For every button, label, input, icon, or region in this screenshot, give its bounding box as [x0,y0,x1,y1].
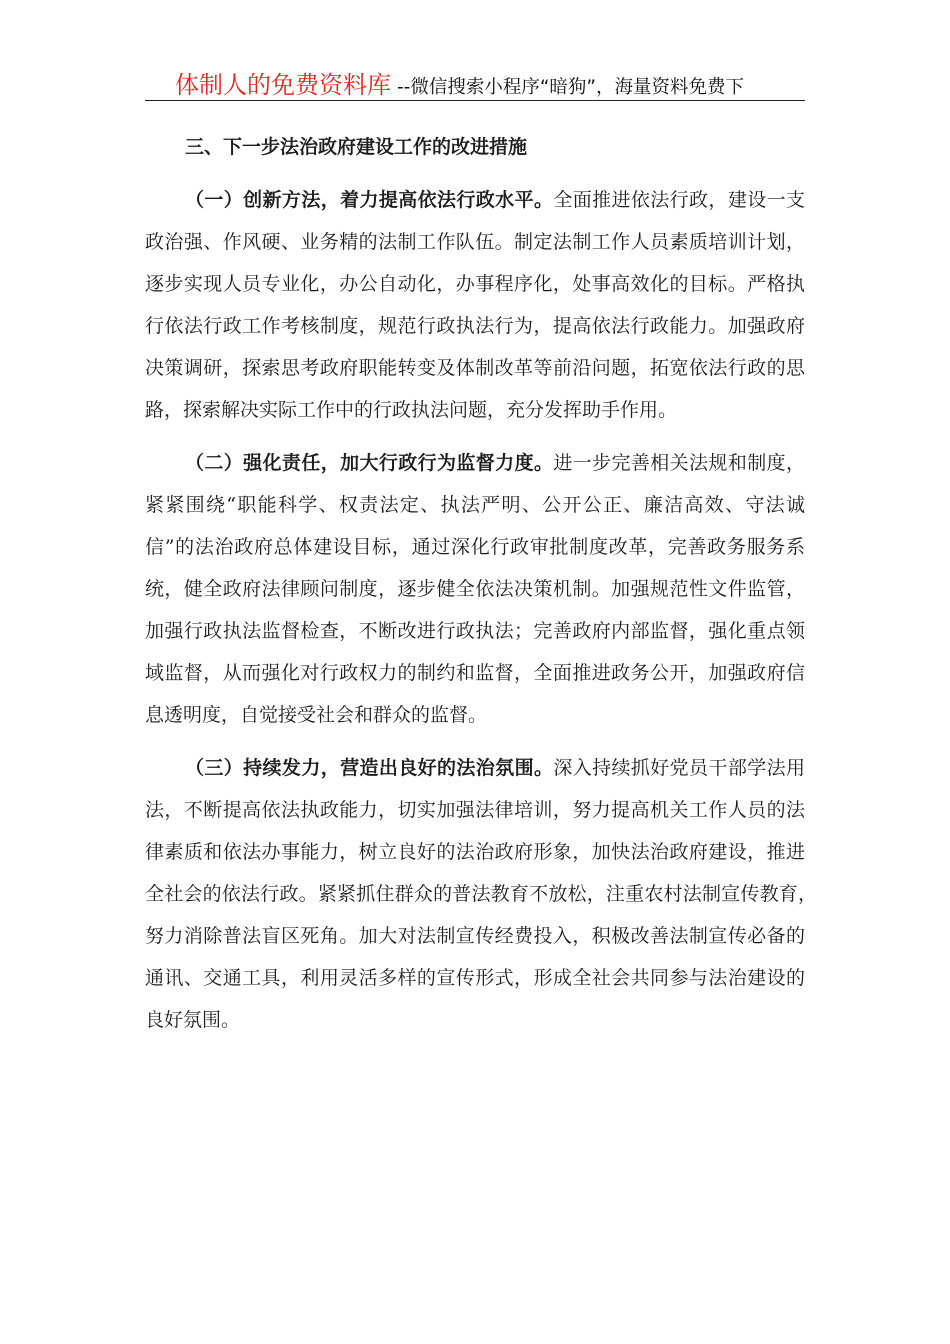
paragraph-line: 全社会的依法行政。紧紧抓住群众的普法教育不放松，注重农村法制宣传教育， [145,883,817,905]
paragraph-line [145,179,805,221]
paragraph-line: 加强行政执法监督检查，不断改进行政执法；完善政府内部监督，强化重点领 [145,620,805,642]
paragraph-lead: （二）强化责任，加大行政行为监督力度。 [185,452,554,474]
paragraph-line: 良好氛围。 [145,1009,241,1031]
paragraph-line: 息透明度，自觉接受社会和群众的监督。 [145,704,488,726]
paragraph-3 [145,747,817,1041]
header-brand: 体制人的免费资料库 [175,71,391,99]
paragraph-line: 律素质和依法办事能力，树立良好的法治政府形象，加快法治政府建设，推进 [145,841,805,863]
paragraph-line: 法，不断提高依法执政能力，切实加强法律培训，努力提高机关工作人员的法 [145,799,805,821]
paragraph-lead: （三）持续发力，营造出良好的法治氛围。 [185,757,554,779]
paragraph-2 [145,442,805,736]
paragraph-line: 努力消除普法盲区死角。加大对法制宣传经费投入，积极改善法制宣传必备的 [145,925,805,947]
paragraph-1 [145,179,805,431]
document-body [145,126,817,1041]
paragraph-line [145,442,805,484]
paragraph-line: 信”的法治政府总体建设目标，通过深化行政审批制度改革，完善政务服务系 [145,536,805,558]
paragraph-line: 域监督，从而强化对行政权力的制约和监督，全面推进政务公开，加强政府信 [145,662,805,684]
paragraph-line: 路，探索解决实际工作中的行政执法问题，充分发挥助手作用。 [145,399,678,421]
paragraph-lead: （一）创新方法，着力提高依法行政水平。 [185,189,554,211]
paragraph-text: 深入持续抓好党员干部学法用 [553,757,805,779]
paragraph-line: 紧紧围绕“职能科学、权责法定、执法严明、公开公正、廉洁高效、守法诚 [145,494,805,516]
paragraph-line [145,747,805,789]
page-header [175,68,744,102]
section-heading: 三、下一步法治政府建设工作的改进措施 [185,136,528,158]
header-tagline: --微信搜索小程序“暗狗”，海量资料免费下 [397,77,745,98]
header-rule [145,100,805,101]
paragraph-line: 通讯、交通工具，利用灵活多样的宣传形式，形成全社会共同参与法治建设的 [145,967,805,989]
paragraph-line: 决策调研，探索思考政府职能转变及体制改革等前沿问题，拓宽依法行政的思 [145,357,805,379]
paragraph-text: 进一步完善相关法规和制度， [553,452,805,474]
paragraph-text: 全面推进依法行政，建设一支 [553,189,805,211]
paragraph-line: 政治强、作风硬、业务精的法制工作队伍。制定法制工作人员素质培训计划， [145,231,805,253]
paragraph-line: 统，健全政府法律顾问制度，逐步健全依法决策机制。加强规范性文件监管， [145,578,805,600]
paragraph-line: 逐步实现人员专业化，办公自动化，办事程序化，处事高效化的目标。严格执 [145,273,805,295]
paragraph-line: 行依法行政工作考核制度，规范行政执法行为，提高依法行政能力。加强政府 [145,315,805,337]
